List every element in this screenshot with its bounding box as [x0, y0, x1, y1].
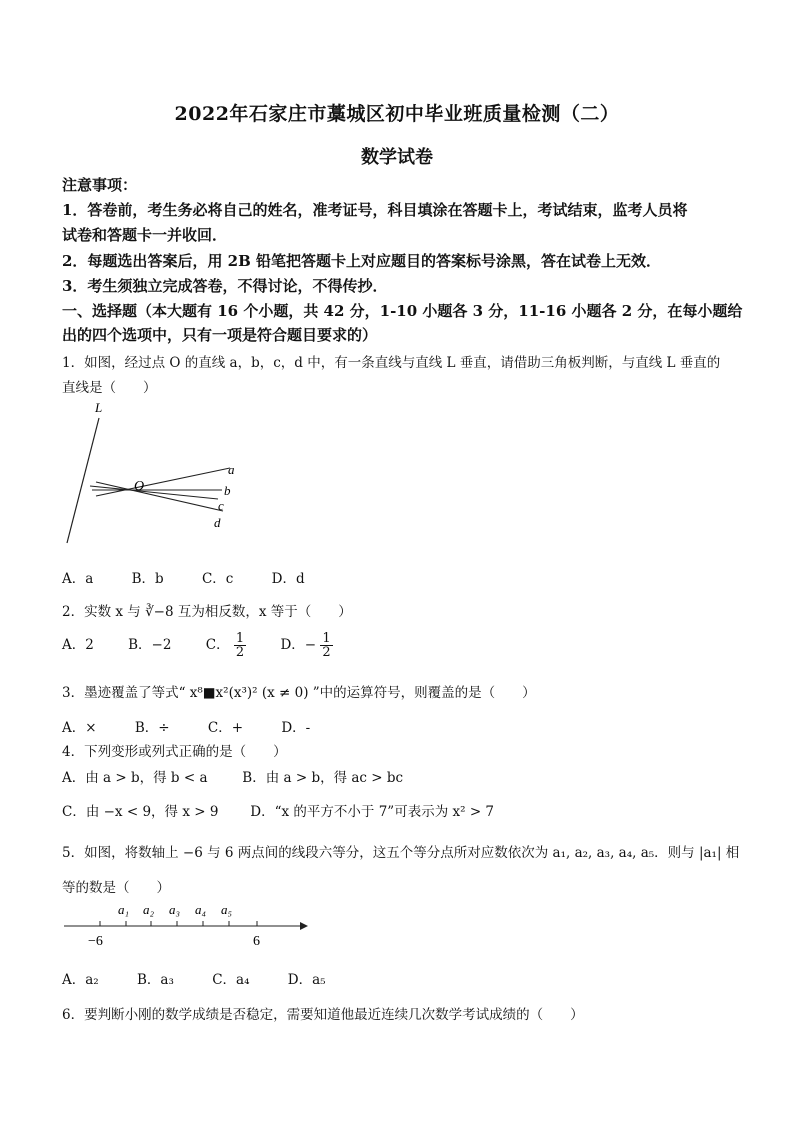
- q5-option-b[interactable]: B．a₃: [137, 972, 174, 988]
- q1-options: [62, 567, 742, 587]
- notice-item-1: 1．答卷前，考生务必将自己的姓名，准考证号，科目填涂在答题卡上，考试结束，监考人员将: [62, 201, 688, 219]
- q5-stem: 5．如图，将数轴上 −6 与 6 两点间的线段六等分，这五个等分点所对应数依次为 a₁, a₂, a₃, a₄, a₅．则与 |a₁| 相: [62, 845, 740, 861]
- q3-options: [62, 716, 742, 736]
- q3-stem: 3．墨迹覆盖了等式“ x⁸■x²(x³)² (x ≠ 0) ”中的运算符号，则覆盖的是（ ）: [62, 685, 536, 701]
- label-a: a: [228, 462, 235, 477]
- q1-option-a[interactable]: A．a: [62, 571, 94, 587]
- line-L: [67, 418, 99, 543]
- q4-option-b[interactable]: B．由 a > b，得 ac > bc: [242, 770, 404, 786]
- exam-title: 2022年石家庄市藁城区初中毕业班质量检测（二）: [174, 103, 620, 125]
- q2-c-numerator: 1: [235, 631, 245, 646]
- q2-option-b[interactable]: B．−2: [128, 637, 172, 653]
- label-minus-6: −6: [88, 934, 103, 949]
- q2-stem: 2．实数 x 与 ∛−8 互为相反数，x 等于（ ）: [62, 604, 352, 620]
- label-L: L: [95, 400, 103, 415]
- q1-option-c[interactable]: C．c: [201, 571, 234, 587]
- q2-options: [62, 632, 742, 659]
- notice-item-3: 3．考生须独立完成答卷，不得讨论，不得传抄．: [62, 277, 388, 295]
- q1-figure: [60, 400, 250, 550]
- exam-subtitle: 数学试卷: [361, 147, 433, 168]
- q5-option-a[interactable]: A．a₂: [62, 972, 99, 988]
- q4-option-c[interactable]: C．由 −x < 9，得 x > 9: [62, 804, 219, 820]
- label-c: c: [218, 498, 224, 513]
- q5-number-line: [60, 896, 310, 952]
- q1-stem: 1．如图，经过点 O 的直线 a，b，c，d 中，有一条直线与直线 L 垂直，请借助三角板判断，与直线 L 垂直的: [62, 355, 721, 371]
- q4-option-a[interactable]: A．由 a > b，得 b < a: [62, 770, 208, 786]
- q2-c-denominator: 2: [235, 645, 245, 660]
- label-a3: a₃: [169, 902, 181, 917]
- label-a5: a₅: [221, 902, 233, 917]
- line-d: [96, 482, 223, 511]
- section-heading: 一、选择题（本大题有 16 个小题，共 42 分，1-10 小题各 3 分，11-16 小题各 2 分，在每小题给: [62, 302, 743, 320]
- q2-option-d-fraction: [320, 632, 332, 659]
- notice-heading: 注意事项：: [62, 176, 138, 194]
- q3-option-b[interactable]: B．÷: [134, 720, 170, 736]
- q5-option-d[interactable]: D．a₅: [287, 972, 326, 988]
- q1-stem-cont: 直线是（ ）: [62, 380, 157, 396]
- q2-option-d[interactable]: [280, 631, 332, 660]
- q3-option-d[interactable]: D．-: [281, 720, 311, 736]
- label-6: 6: [253, 934, 260, 949]
- q4-stem: 4．下列变形或列式正确的是（ ）: [62, 744, 287, 760]
- section-heading-cont: 出的四个选项中，只有一项是符合题目要求的）: [62, 326, 378, 344]
- q3-option-c[interactable]: C．+: [207, 720, 244, 736]
- label-O: O: [134, 479, 145, 494]
- q2-option-c-fraction: [234, 632, 246, 659]
- line-a: [96, 468, 230, 496]
- q3-option-a[interactable]: A．×: [62, 720, 97, 736]
- q2-d-denominator: 2: [322, 645, 331, 660]
- line-c: [90, 486, 218, 499]
- q5-option-c[interactable]: C．a₄: [212, 972, 250, 988]
- q2-option-c-prefix: C．: [205, 637, 230, 653]
- q4-options-row1: [62, 766, 742, 786]
- q4-options-row2: [62, 800, 742, 820]
- q2-option-c[interactable]: [205, 631, 251, 660]
- q2-option-d-prefix: D．−: [280, 637, 317, 653]
- q1-option-b[interactable]: B．b: [131, 571, 164, 587]
- label-a2: a₂: [143, 902, 155, 917]
- label-b: b: [224, 483, 231, 498]
- q6-stem: 6．要判断小刚的数学成绩是否稳定，需要知道他最近连续几次数学考试成绩的（ ）: [62, 1007, 584, 1023]
- q4-option-d[interactable]: D．“x 的平方不小于 7”可表示为 x² > 7: [250, 804, 495, 820]
- q5-options: [62, 968, 742, 988]
- label-a4: a₄: [195, 902, 207, 917]
- q5-stem-cont: 等的数是（ ）: [62, 880, 170, 896]
- q2-d-numerator: 1: [322, 631, 331, 646]
- label-d: d: [214, 515, 221, 530]
- q1-option-d[interactable]: D．d: [271, 571, 305, 587]
- q2-option-a[interactable]: A．2: [62, 637, 94, 653]
- notice-item-2: 2．每题选出答案后，用 2B 铅笔把答题卡上对应题目的答案标号涂黑，答在试卷上无效．: [62, 252, 662, 270]
- label-a1: a₁: [118, 902, 130, 917]
- notice-item-1-cont: 试卷和答题卡一并收回．: [62, 226, 228, 244]
- axis-arrow-icon: [300, 922, 308, 930]
